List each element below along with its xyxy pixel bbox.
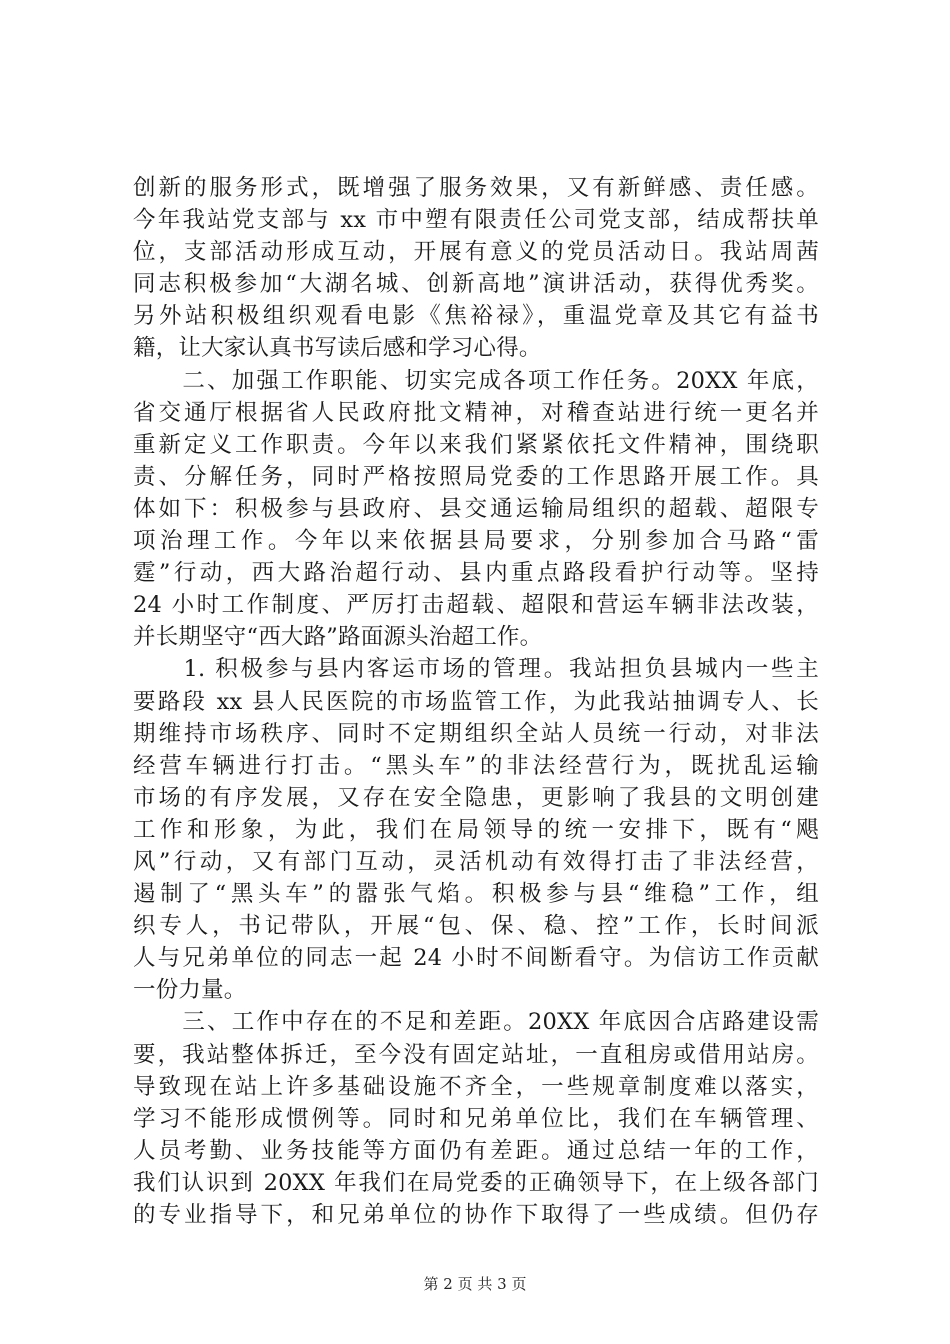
text-line: 同志积极参加“大湖名城、创新高地”演讲活动，获得优秀奖。 (133, 271, 819, 298)
page-footer: 第 2 页 共 3 页 (423, 1275, 527, 1293)
text-line: 工作和形象，为此，我们在局领导的统一安排下，既有“飓 (133, 816, 819, 843)
text-line: 1. 积极参与县内客运市场的管理。我站担负县城内一些主 (133, 656, 819, 683)
text-line: 要，我站整体拆迁，至今没有固定站址，一直租房或借用站房。 (133, 1041, 819, 1068)
text-line: 人员考勤、业务技能等方面仍有差距。通过总结一年的工作， (133, 1137, 819, 1164)
text-line: 三、工作中存在的不足和差距。20XX 年底因合店路建设需 (133, 1009, 819, 1036)
text-line: 二、加强工作职能、切实完成各项工作任务。20XX 年底， (133, 367, 819, 394)
text-line: 期维持市场秩序、同时不定期组织全站人员统一行动，对非法 (133, 720, 819, 747)
text-line: 省交通厅根据省人民政府批文精神，对稽查站进行统一更名并 (133, 399, 819, 426)
text-line: 经营车辆进行打击。“黑头车”的非法经营行为，既扰乱运输 (133, 752, 819, 779)
text-line: 重新定义工作职责。今年以来我们紧紧依托文件精神，围绕职 (133, 431, 819, 458)
body-text (133, 172, 819, 1231)
text-line: 位，支部活动形成互动，开展有意义的党员活动日。我站周茜 (133, 239, 819, 266)
text-line: 市场的有序发展，又存在安全隐患，更影响了我县的文明创建 (133, 784, 819, 811)
text-line: 今年我站党支部与 xx 市中塑有限责任公司党支部，结成帮扶单 (133, 207, 819, 234)
text-line: 体如下：积极参与县政府、县交通运输局组织的超载、超限专 (133, 495, 819, 522)
text-line: 学习不能形成惯例等。同时和兄弟单位比，我们在车辆管理、 (133, 1105, 819, 1132)
text-line: 我们认识到 20XX 年我们在局党委的正确领导下，在上级各部门 (133, 1169, 819, 1196)
text-line: 遏制了“黑头车”的嚣张气焰。积极参与县“维稳”工作，组 (133, 881, 819, 908)
text-line: 人与兄弟单位的同志一起 24 小时不间断看守。为信访工作贡献 (133, 945, 819, 972)
text-line: 霆”行动，西大路治超行动、县内重点路段看护行动等。坚持 (133, 560, 819, 587)
text-line: 风”行动，又有部门互动，灵活机动有效得打击了非法经营， (133, 848, 819, 875)
text-line: 导致现在站上许多基础设施不齐全，一些规章制度难以落实， (133, 1073, 819, 1100)
text-line: 一份力量。 (133, 977, 247, 1004)
text-line: 要路段 xx 县人民医院的市场监管工作，为此我站抽调专人、长 (133, 688, 819, 715)
text-line: 籍，让大家认真书写读后感和学习心得。 (133, 335, 542, 362)
text-line: 创新的服务形式，既增强了服务效果，又有新鲜感、责任感。 (133, 175, 819, 201)
text-line: 责、分解任务，同时严格按照局党委的工作思路开展工作。具 (133, 463, 819, 490)
text-line: 的专业指导下，和兄弟单位的协作下取得了一些成绩。但仍存 (133, 1202, 819, 1228)
text-line: 并长期坚守“西大路”路面源头治超工作。 (133, 624, 543, 651)
text-line: 项治理工作。今年以来依据县局要求，分别参加合马路“雷 (133, 528, 819, 555)
text-line: 24 小时工作制度、严厉打击超载、超限和营运车辆非法改装， (133, 592, 819, 619)
text-line: 另外站积极组织观看电影《焦裕禄》，重温党章及其它有益书 (133, 303, 819, 330)
text-line: 织专人，书记带队，开展“包、保、稳、控”工作，长时间派 (133, 913, 819, 940)
